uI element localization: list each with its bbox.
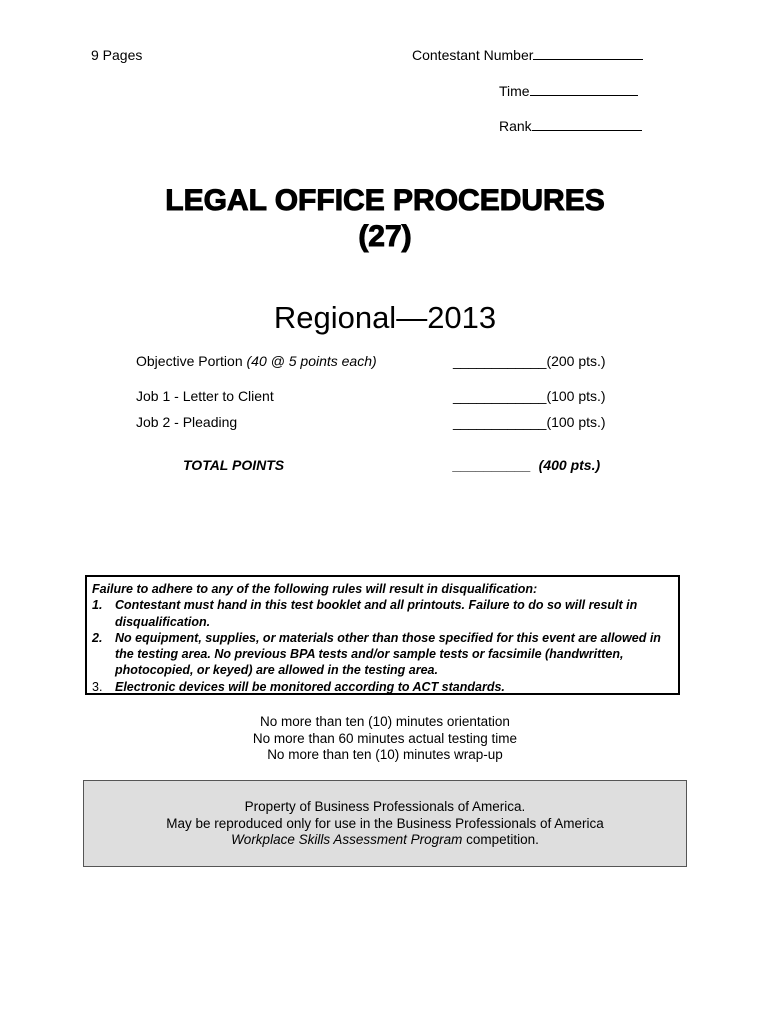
time-label: Time [499, 83, 530, 99]
total-points-value: __________ (400 pts.) [453, 457, 601, 473]
rules-intro: Failure to adhere to any of the following rules will result in disqualification: [92, 582, 538, 596]
property-line-3: Workplace Skills Assessment Program competition. [231, 832, 539, 847]
event-subtitle: Regional—2013 [273, 300, 497, 335]
total-blank[interactable]: __________ [453, 457, 531, 473]
contestant-number-label: Contestant Number [412, 47, 534, 63]
property-line-1: Property of Business Professionals of America. [244, 799, 526, 814]
rule-item [92, 679, 670, 695]
score-blank[interactable]: ____________ [453, 414, 547, 430]
rule-text: Contestant must hand in this test booklet and all printouts. Failure to do so will result in disqualification. [115, 598, 638, 629]
time-field[interactable] [499, 83, 638, 99]
rules-box [85, 575, 680, 695]
page-title [0, 183, 770, 255]
rule-number: 3. [92, 679, 103, 694]
contestant-number-blank[interactable] [533, 47, 643, 60]
score-row-objective-note: (40 @ 5 points each) [246, 353, 377, 369]
rank-label: Rank [499, 118, 532, 134]
rule-number: 2. [92, 630, 103, 645]
time-note: No more than ten (10) minutes wrap-up [267, 747, 503, 762]
rule-text: No equipment, supplies, or materials other than those specified for this event are allowed in the testing area. No previous BPA tests and/or sample tests or facsimile (handwritten, photocopied, or keyed) are allowed in the testing area. [115, 630, 661, 678]
time-note: No more than 60 minutes actual testing time [252, 730, 518, 746]
total-points-label: TOTAL POINTS [183, 457, 285, 473]
title-line-2: (27) [358, 220, 412, 253]
time-note: No more than ten (10) minutes orientation [260, 714, 510, 729]
property-notice-box [83, 780, 687, 867]
program-name: Workplace Skills Assessment Program [231, 832, 463, 847]
score-row-objective-points: ____________(200 pts.) [453, 353, 606, 369]
score-row-job2-points: ____________(100 pts.) [453, 414, 606, 430]
rule-item [92, 630, 670, 679]
rule-number: 1. [92, 598, 103, 613]
time-notes [0, 714, 770, 764]
score-blank[interactable]: ____________ [453, 388, 547, 404]
score-row-objective-label: Objective Portion (40 @ 5 points each) [136, 353, 377, 369]
page-count: 9 Pages [91, 47, 143, 63]
score-row-job2-label: Job 2 - Pleading [136, 414, 238, 430]
title-line-1: LEGAL OFFICE PROCEDURES [165, 184, 605, 217]
score-row-job1-label: Job 1 - Letter to Client [136, 388, 274, 404]
rule-text: Electronic devices will be monitored according to ACT standards. [115, 679, 505, 694]
rule-item [92, 597, 670, 630]
rank-blank[interactable] [532, 118, 642, 131]
score-blank[interactable]: ____________ [453, 353, 547, 369]
rank-field[interactable] [499, 118, 642, 134]
time-blank[interactable] [530, 83, 638, 96]
property-line-2: May be reproduced only for use in the Business Professionals of America [166, 815, 604, 831]
contestant-number-field[interactable] [412, 47, 643, 63]
score-row-job1-points: ____________(100 pts.) [453, 388, 606, 404]
